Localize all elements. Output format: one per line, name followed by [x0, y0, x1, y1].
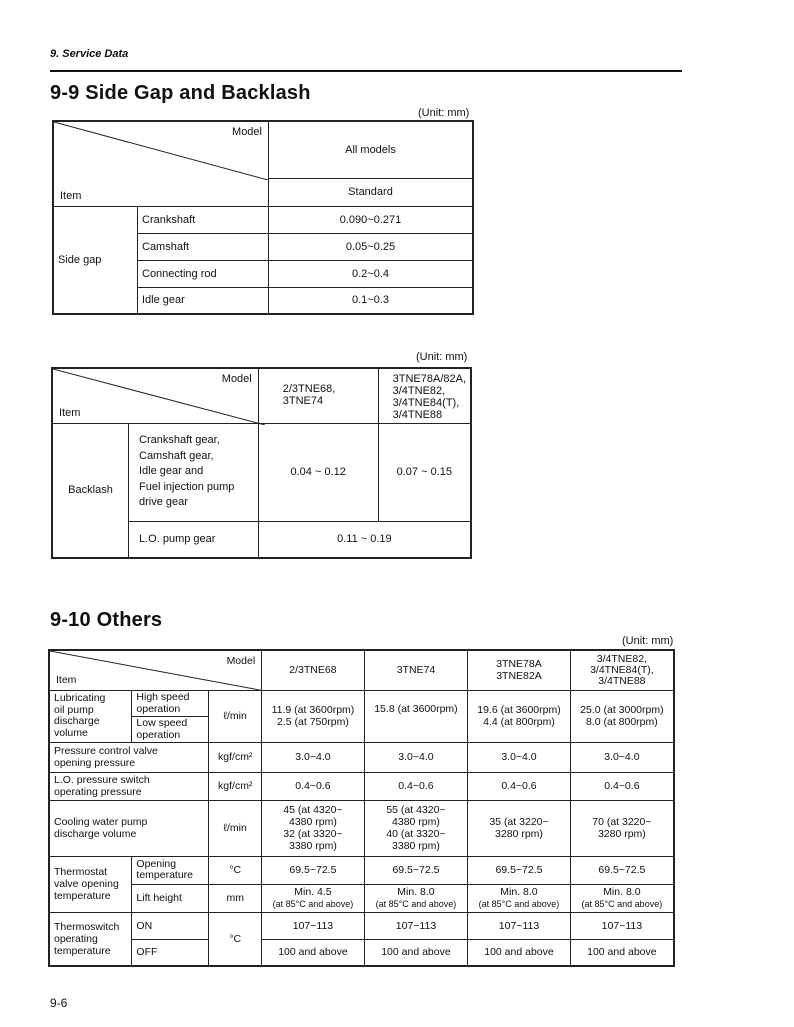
unit-label-3: (Unit: mm) — [622, 635, 674, 647]
lo-switch-value: 0.4~0.6 — [364, 772, 468, 800]
lub-value: 25.0 (at 3000rpm) 8.0 (at 800rpm) — [570, 690, 674, 742]
page-number: 9-6 — [50, 996, 68, 1010]
on-value: 107~113 — [364, 912, 468, 939]
lo-switch-label: L.O. pressure switch operating pressure — [49, 772, 209, 800]
low-speed-label: Low speed operation — [132, 716, 209, 742]
row-label: Camshaft — [138, 233, 269, 260]
pcv-value: 3.0~4.0 — [262, 742, 365, 772]
table-corner-cell — [49, 650, 262, 690]
table-corner-cell — [53, 121, 269, 206]
lo-switch-value: 0.4~0.6 — [468, 772, 571, 800]
on-value: 107~113 — [262, 912, 365, 939]
lift-height-value: Min. 8.0 — [603, 886, 641, 898]
lo-switch-value: 0.4~0.6 — [570, 772, 674, 800]
lub-value: 15.8 (at 3600rpm) — [364, 690, 468, 742]
item-header: Item — [56, 673, 77, 686]
section-title-9-9: 9-9 Side Gap and Backlash — [50, 82, 311, 104]
off-value: 100 and above — [570, 939, 674, 966]
opening-temp-value: 69.5~72.5 — [262, 856, 365, 884]
opening-temp-label: Opening temperature — [132, 856, 209, 884]
pcv-label: Pressure control valve opening pressure — [49, 742, 209, 772]
on-label: ON — [132, 912, 209, 939]
off-value: 100 and above — [468, 939, 571, 966]
lift-height-note: (at 85°C and above) — [581, 899, 663, 909]
item-header: Item — [59, 406, 81, 419]
cooling-pump-value: 55 (at 4320~ 4380 rpm) 40 (at 3320~ 3380 rpm) — [364, 800, 468, 856]
unit-label-1: (Unit: mm) — [418, 107, 470, 119]
item-header: Item — [60, 189, 82, 202]
pcv-unit: kgf/cm² — [209, 742, 262, 772]
model-col-4: 3/4TNE82, 3/4TNE84(T), 3/4TNE88 — [570, 650, 674, 690]
lift-height-cell — [570, 884, 674, 912]
cooling-pump-label: Cooling water pump discharge volume — [49, 800, 209, 856]
side-gap-group: Side gap — [53, 206, 138, 314]
pcv-value: 3.0~4.0 — [570, 742, 674, 772]
model-header: Model — [221, 373, 252, 385]
lift-height-cell — [468, 884, 571, 912]
off-value: 100 and above — [262, 939, 365, 966]
opening-temp-unit: °C — [209, 856, 262, 884]
lo-pump-gear-value: 0.11 ~ 0.19 — [258, 521, 471, 558]
opening-temp-value: 69.5~72.5 — [468, 856, 571, 884]
all-models-header: All models — [269, 121, 474, 178]
backlash-group: Backlash — [52, 423, 129, 558]
row-label: Connecting rod — [138, 260, 269, 287]
backlash-value-2: 0.07 ~ 0.15 — [378, 423, 471, 521]
lub-value: 19.6 (at 3600rpm) 4.4 (at 800rpm) — [468, 690, 571, 742]
pcv-value: 3.0~4.0 — [468, 742, 571, 772]
lift-height-note: (at 85°C and above) — [478, 899, 560, 909]
lift-height-note: (at 85°C and above) — [272, 899, 354, 909]
table-corner-cell — [52, 368, 258, 423]
side-gap-table — [52, 120, 474, 315]
lift-height-note: (at 85°C and above) — [375, 899, 457, 909]
lo-switch-value: 0.4~0.6 — [262, 772, 365, 800]
row-label: Crankshaft — [138, 206, 269, 233]
thermoswitch-unit: °C — [209, 912, 262, 966]
on-value: 107~113 — [570, 912, 674, 939]
model-col-2: 3TNE78A/82A, 3/4TNE82, 3/4TNE84(T), 3/4TNE88 — [378, 368, 471, 423]
header-rule — [50, 70, 682, 72]
lift-height-cell — [262, 884, 365, 912]
off-value: 100 and above — [364, 939, 468, 966]
model-col-1: 2/3TNE68 — [262, 650, 365, 690]
unit-label-2: (Unit: mm) — [416, 351, 468, 363]
row-value: 0.2~0.4 — [269, 260, 474, 287]
high-speed-label: High speed operation — [132, 690, 209, 716]
pcv-value: 3.0~4.0 — [364, 742, 468, 772]
lift-height-value: Min. 8.0 — [397, 886, 435, 898]
row-value: 0.05~0.25 — [269, 233, 474, 260]
model-header: Model — [226, 655, 256, 667]
lub-pump-label: Lubricating oil pump discharge volume — [49, 690, 132, 742]
lub-unit: ℓ/min — [209, 690, 262, 742]
lift-height-value: Min. 4.5 — [294, 886, 332, 898]
on-value: 107~113 — [468, 912, 571, 939]
model-col-3: 3TNE78A 3TNE82A — [468, 650, 571, 690]
lift-height-label: Lift height — [132, 884, 209, 912]
lift-height-cell — [364, 884, 468, 912]
model-col-2: 3TNE74 — [364, 650, 468, 690]
opening-temp-value: 69.5~72.5 — [570, 856, 674, 884]
model-col-1: 2/3TNE68, 3TNE74 — [258, 368, 378, 423]
backlash-table — [51, 367, 472, 559]
cooling-pump-unit: ℓ/min — [209, 800, 262, 856]
lift-height-value: Min. 8.0 — [500, 886, 538, 898]
lo-switch-unit: kgf/cm² — [209, 772, 262, 800]
thermostat-label: Thermostat valve opening temperature — [49, 856, 132, 912]
lub-value: 11.9 (at 3600rpm) 2.5 (at 750rpm) — [262, 690, 365, 742]
cooling-pump-value: 70 (at 3220~ 3280 rpm) — [570, 800, 674, 856]
row-value: 0.090~0.271 — [269, 206, 474, 233]
section-header: 9. Service Data — [50, 48, 129, 60]
off-label: OFF — [132, 939, 209, 966]
lift-height-unit: mm — [209, 884, 262, 912]
opening-temp-value: 69.5~72.5 — [364, 856, 468, 884]
standard-header: Standard — [269, 178, 474, 206]
model-header: Model — [232, 126, 262, 138]
others-table — [48, 649, 675, 967]
section-title-9-10: 9-10 Others — [50, 609, 163, 631]
thermoswitch-label: Thermoswitch operating temperature — [49, 912, 132, 966]
lo-pump-gear-label: L.O. pump gear — [129, 521, 259, 558]
cooling-pump-value: 45 (at 4320~ 4380 rpm) 32 (at 3320~ 3380 rpm) — [262, 800, 365, 856]
backlash-value-1: 0.04 ~ 0.12 — [258, 423, 378, 521]
cooling-pump-value: 35 (at 3220~ 3280 rpm) — [468, 800, 571, 856]
gear-list: Crankshaft gear, Camshaft gear, Idle gear and Fuel injection pump drive gear — [129, 423, 259, 521]
row-value: 0.1~0.3 — [269, 287, 474, 314]
row-label: Idle gear — [138, 287, 269, 314]
